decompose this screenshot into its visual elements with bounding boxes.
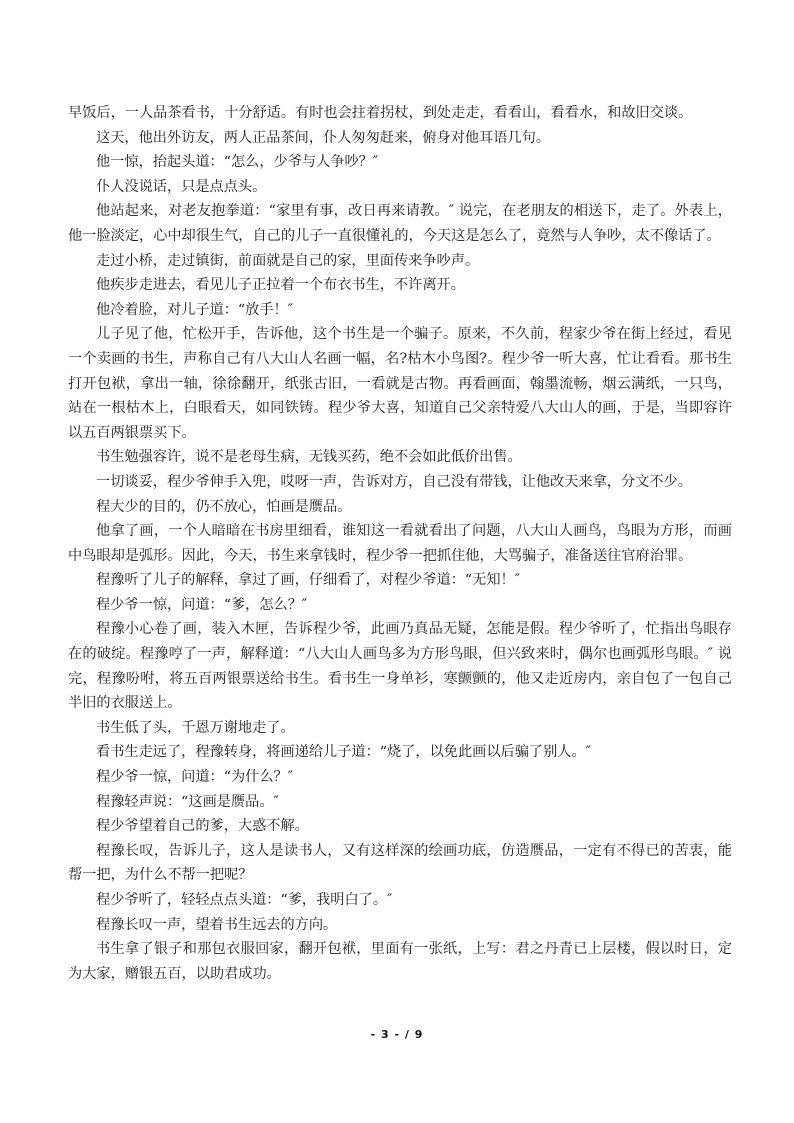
paragraph: 他冷着脸，对儿子道：“放手！″	[96, 301, 293, 318]
paragraph: 程少爷望着自己的爹，大惑不解。	[96, 818, 309, 835]
paragraph: 书生拿了银子和那包衣服回家，翻开包袱，里面有一张纸，上写：君之丹青已上层楼，假以时日，定为大家，赠银五百，以助君成功。	[68, 941, 732, 982]
paragraph: 程豫听了儿子的解释，拿过了画，仔细看了，对程少爷道：“无知！″	[96, 572, 520, 589]
paragraph: 他站起来，对老友抱拳道：“家里有事，改日再来请教。″ 说完，在老朋友的相送下，走了。外表上，他一脸淡定，心中却很生气，自己的儿子一直很懂礼的，今天这是怎么了，竟然与人争吵，太不像话了。	[68, 203, 732, 244]
paragraph: 他拿了画，一个人暗暗在书房里细看，谁知这一看就看出了问题，八大山人画鸟，鸟眼为方形，而画中鸟眼却是弧形。因此，今天，书生来拿钱时，程少爷一把抓住他，大骂骗子，准备送往官府治罪。	[68, 523, 732, 564]
paragraph: 程少爷一惊，问道：“为什么？″	[96, 769, 293, 786]
paragraph: 程豫长叹，告诉儿子，这人是读书人，又有这样深的绘画功底，仿造赝品，一定有不得已的苦衷，能帮一把，为什么不帮一把呢？	[68, 842, 732, 884]
page-number: - 3 - / 9	[370, 1028, 424, 1041]
paragraph: 程豫小心卷了画，装入木匣，告诉程少爷，此画乃真品无疑，怎能是假。程少爷听了，忙指出鸟眼存在的破绽。程豫哼了一声，解释道：“八大山人画鸟多为方形鸟眼，但兴致来时，偶尔也画弧形鸟眼。″ 说完，程豫吩咐，将五百两银票送给书生。看书生一身单衫，寒颤颤的，他又走近房内，亲自包了一包自己半旧的衣服送上。	[68, 621, 732, 712]
paragraph: 书生低了头，千恩万谢地走了。	[96, 719, 295, 736]
paragraph: 走过小桥，走过镇街，前面就是自己的家，里面传来争吵声。	[96, 252, 480, 269]
paragraph: 书生勉强容许，说不是老母生病，无钱买药，绝不会如此低价出售。	[96, 449, 522, 466]
paragraph: 这天，他出外访友，两人正品茶间，仆人匆匆赶来，俯身对他耳语几句。	[96, 129, 551, 146]
paragraph: 程少爷一惊，问道：“爹，怎么？″	[96, 596, 308, 613]
paragraph: 看书生走远了，程豫转身，将画递给儿子道：“烧了，以免此画以后骗了别人。″	[96, 744, 591, 761]
paragraph: 他一惊，抬起头道：“怎么，少爷与人争吵？″	[96, 154, 379, 171]
paragraph: 仆人没说话，只是点点头。	[96, 178, 267, 195]
paragraph: 儿子见了他，忙松开手，告诉他，这个书生是一个骗子。原来，不久前，程家少爷在街上经过，看见一个卖画的书生，声称自己有八大山人名画一幅，名?枯木小鸟图?。程少爷一听大喜，忙让看看。那书生打开包袱，拿出一轴，徐徐翻开，纸张古旧，一看就是古物。再看画面，翰墨流畅，烟云满纸，一只鸟，站在一根枯木上，白眼看天，如同铁铸。程少爷大喜，知道自己父亲特爱八大山人的画，于是，当即容许以五百两银票买下。	[68, 326, 732, 441]
paragraph: 程少爷听了，轻轻点点头道：“爹，我明白了。″	[96, 892, 393, 908]
paragraph: 一切谈妥，程少爷伸手入兜，哎呀一声，告诉对方，自己没有带钱，让他改天来拿，分文不少。	[96, 473, 692, 490]
paragraph: 程豫长叹一声，望着书生远去的方向。	[96, 916, 338, 933]
paragraph: 早饭后，一人品茶看书，十分舒适。有时也会拄着拐杖，到处走走，看看山，看看水，和故旧交谈。	[68, 105, 693, 121]
paragraph: 程豫轻声说：“这画是赝品。″	[96, 793, 279, 810]
paragraph: 程大少的目的，仍不放心，怕画是赝品。	[96, 498, 352, 515]
paragraph: 他疾步走进去，看见儿子正拉着一个布衣书生，不许离开。	[96, 277, 465, 294]
article-body	[68, 101, 732, 986]
